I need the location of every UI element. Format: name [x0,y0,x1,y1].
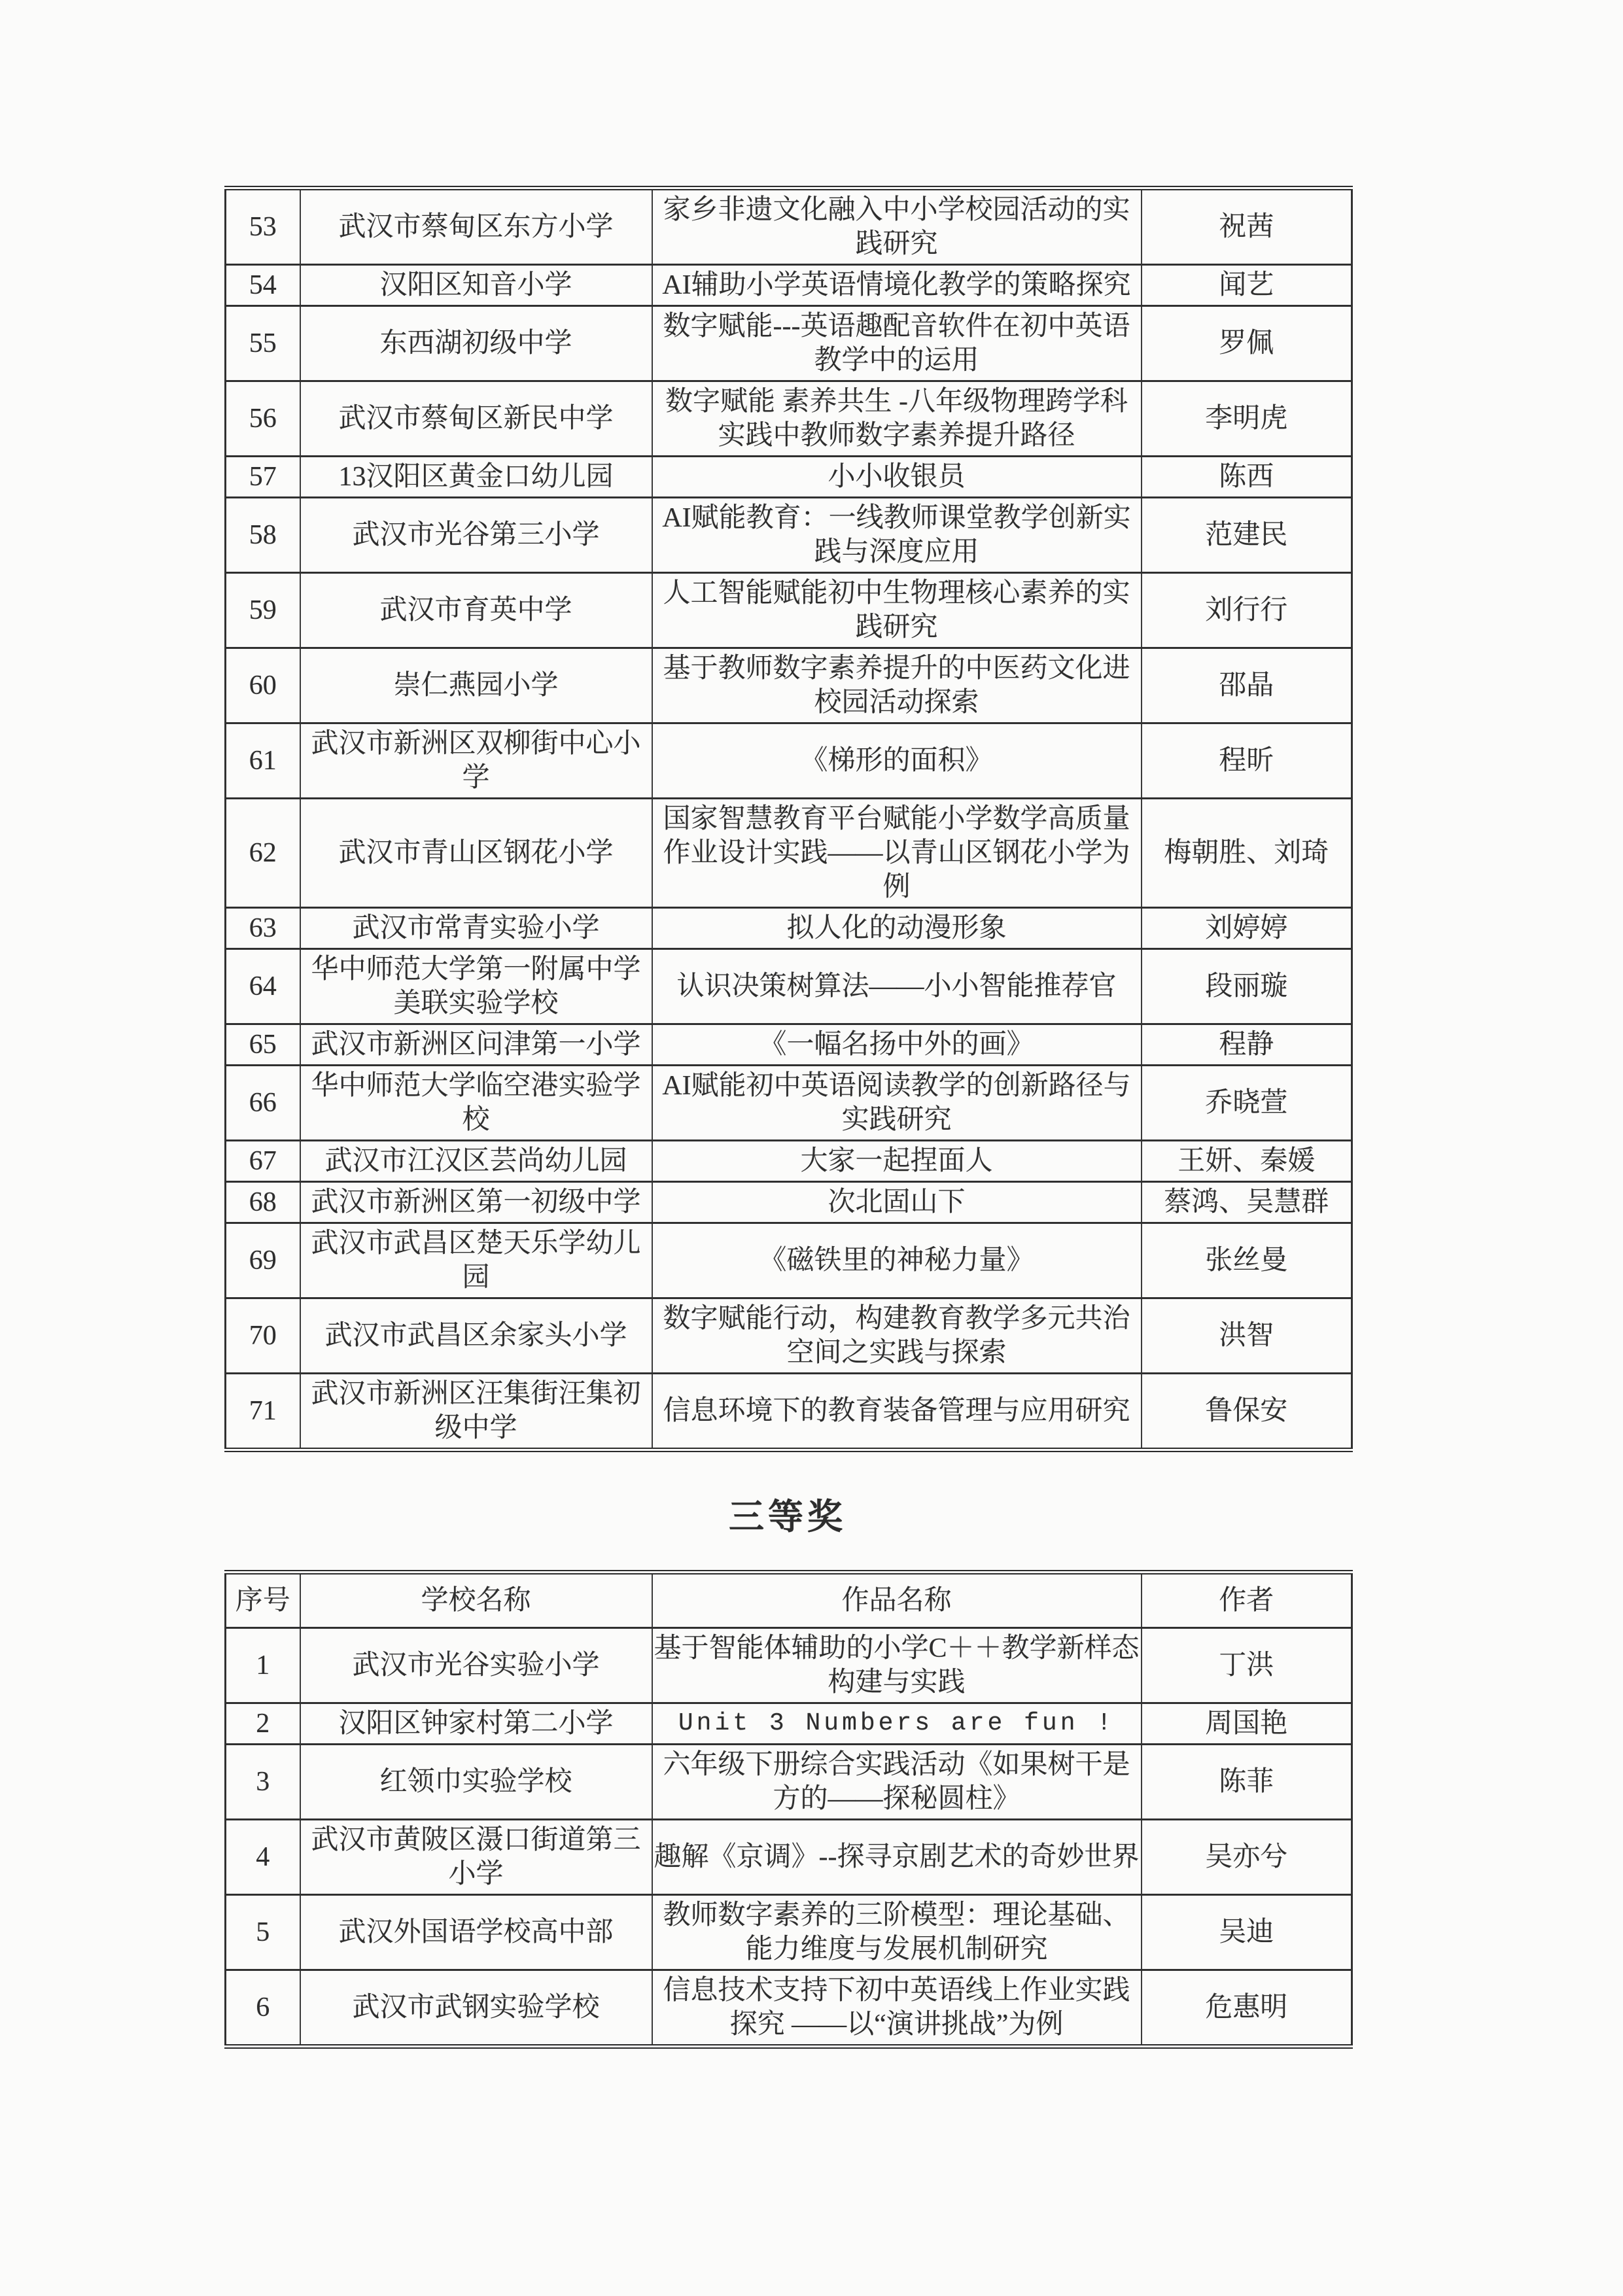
table-row [226,1703,1352,1744]
row-number-cell: 58 [226,498,300,573]
author-cell: 梅朝胜、刘琦 [1142,799,1352,908]
table-row [226,188,1352,265]
work-title-cell: 国家智慧教育平台赋能小学数学高质量作业设计实践——以青山区钢花小学为例 [652,799,1142,908]
school-name-cell: 武汉市新洲区双柳街中心小学 [300,723,652,799]
table-row [226,799,1352,908]
row-number-cell: 67 [226,1141,300,1182]
table-row [226,306,1352,381]
author-cell: 闻艺 [1142,265,1352,306]
author-cell: 陈菲 [1142,1744,1352,1819]
row-number-cell: 3 [226,1744,300,1819]
table-row [226,723,1352,799]
school-name-cell: 汉阳区知音小学 [300,265,652,306]
work-title-cell: 大家一起捏面人 [652,1141,1142,1182]
school-name-cell: 红领巾实验学校 [300,1744,652,1819]
work-title-cell: 人工智能赋能初中生物理核心素养的实践研究 [652,573,1142,648]
table-row [226,1024,1352,1066]
header-cell-no: 序号 [226,1572,300,1627]
school-name-cell: 武汉市青山区钢花小学 [300,799,652,908]
school-name-cell: 武汉市育英中学 [300,573,652,648]
author-cell: 程静 [1142,1024,1352,1066]
work-title-cell: 家乡非遗文化融入中小学校园活动的实践研究 [652,188,1142,265]
author-cell: 陈西 [1142,457,1352,498]
header-row [226,1572,1352,1627]
school-name-cell: 武汉市武昌区楚天乐学幼儿园 [300,1223,652,1298]
row-number-cell: 64 [226,949,300,1024]
school-name-cell: 武汉市武钢实验学校 [300,1970,652,2046]
row-number-cell: 57 [226,457,300,498]
row-number-cell: 68 [226,1182,300,1223]
third-prize-table-header [226,1572,1352,1627]
header-cell-work: 作品名称 [652,1572,1142,1627]
table-row [226,1744,1352,1819]
author-cell: 刘婷婷 [1142,908,1352,949]
work-title-cell: AI赋能初中英语阅读教学的创新路径与实践研究 [652,1066,1142,1141]
table-row [226,1182,1352,1223]
table-row [226,573,1352,648]
school-name-cell: 武汉市新洲区汪集街汪集初级中学 [300,1374,652,1450]
row-number-cell: 4 [226,1819,300,1894]
school-name-cell: 东西湖初级中学 [300,306,652,381]
author-cell: 张丝曼 [1142,1223,1352,1298]
work-title-cell: 《磁铁里的神秘力量》 [652,1223,1142,1298]
author-cell: 李明虎 [1142,381,1352,457]
row-number-cell: 60 [226,648,300,723]
work-title-cell: 认识决策树算法——小小智能推荐官 [652,949,1142,1024]
work-title-cell: 信息环境下的教育装备管理与应用研究 [652,1374,1142,1450]
work-title-cell: 次北固山下 [652,1182,1142,1223]
author-cell: 程昕 [1142,723,1352,799]
author-cell: 祝茜 [1142,188,1352,265]
table-row [226,265,1352,306]
row-number-cell: 70 [226,1298,300,1374]
row-number-cell: 53 [226,188,300,265]
author-cell: 刘行行 [1142,573,1352,648]
school-name-cell: 武汉市黄陂区滠口街道第三小学 [300,1819,652,1894]
table-row [226,457,1352,498]
school-name-cell: 13汉阳区黄金口幼儿园 [300,457,652,498]
author-cell: 罗佩 [1142,306,1352,381]
row-number-cell: 71 [226,1374,300,1450]
work-title-cell: 教师数字素养的三阶模型：理论基础、能力维度与发展机制研究 [652,1894,1142,1970]
work-title-cell: 小小收银员 [652,457,1142,498]
row-number-cell: 65 [226,1024,300,1066]
table-row [226,908,1352,949]
school-name-cell: 武汉市江汉区芸尚幼儿园 [300,1141,652,1182]
third-prize-table-body [226,1627,1352,2046]
table-row [226,648,1352,723]
author-cell: 蔡鸿、吴慧群 [1142,1182,1352,1223]
row-number-cell: 69 [226,1223,300,1298]
author-cell: 范建民 [1142,498,1352,573]
table-row [226,1970,1352,2046]
table-row [226,1141,1352,1182]
author-cell: 丁洪 [1142,1627,1352,1703]
third-prize-heading: 三等奖 [729,1497,846,1537]
row-number-cell: 54 [226,265,300,306]
table-row [226,1298,1352,1374]
school-name-cell: 武汉外国语学校高中部 [300,1894,652,1970]
row-number-cell: 63 [226,908,300,949]
table-row [226,1894,1352,1970]
school-name-cell: 武汉市常青实验小学 [300,908,652,949]
school-name-cell: 崇仁燕园小学 [300,648,652,723]
author-cell: 危惠明 [1142,1970,1352,2046]
author-cell: 洪智 [1142,1298,1352,1374]
table-row [226,1819,1352,1894]
author-cell: 周国艳 [1142,1703,1352,1744]
author-cell: 吴亦兮 [1142,1819,1352,1894]
table-row [226,1374,1352,1450]
work-title-cell: 趣解《京调》--探寻京剧艺术的奇妙世界 [652,1819,1142,1894]
work-title-cell: 数字赋能 素养共生 -八年级物理跨学科实践中教师数字素养提升路径 [652,381,1142,457]
row-number-cell: 61 [226,723,300,799]
row-number-cell: 6 [226,1970,300,2046]
row-number-cell: 1 [226,1627,300,1703]
table-row [226,1627,1352,1703]
school-name-cell: 汉阳区钟家村第二小学 [300,1703,652,1744]
school-name-cell: 武汉市新洲区第一初级中学 [300,1182,652,1223]
third-prize-table [224,1570,1353,2049]
header-cell-author: 作者 [1142,1572,1352,1627]
continued-table-body [226,188,1352,1450]
work-title-cell: 《梯形的面积》 [652,723,1142,799]
author-cell: 乔晓萱 [1142,1066,1352,1141]
work-title-cell: 基于教师数字素养提升的中医药文化进校园活动探索 [652,648,1142,723]
school-name-cell: 武汉市光谷第三小学 [300,498,652,573]
school-name-cell: 武汉市新洲区问津第一小学 [300,1024,652,1066]
row-number-cell: 2 [226,1703,300,1744]
row-number-cell: 56 [226,381,300,457]
work-title-cell: 六年级下册综合实践活动《如果树干是方的——探秘圆柱》 [652,1744,1142,1819]
author-cell: 邵晶 [1142,648,1352,723]
work-title-cell: Unit 3 Numbers are fun ! [652,1703,1142,1744]
table-row [226,498,1352,573]
work-title-cell: 数字赋能行动，构建教育教学多元共治空间之实践与探索 [652,1298,1142,1374]
school-name-cell: 武汉市蔡甸区新民中学 [300,381,652,457]
second-prize-table-continued [224,186,1353,1452]
work-title-cell: AI辅助小学英语情境化教学的策略探究 [652,265,1142,306]
header-cell-school: 学校名称 [300,1572,652,1627]
work-title-cell: 《一幅名扬中外的画》 [652,1024,1142,1066]
author-cell: 吴迪 [1142,1894,1352,1970]
work-title-cell: 基于智能体辅助的小学C＋＋教学新样态构建与实践 [652,1627,1142,1703]
school-name-cell: 武汉市光谷实验小学 [300,1627,652,1703]
school-name-cell: 武汉市武昌区余家头小学 [300,1298,652,1374]
school-name-cell: 华中师范大学第一附属中学美联实验学校 [300,949,652,1024]
row-number-cell: 5 [226,1894,300,1970]
author-cell: 王妍、秦媛 [1142,1141,1352,1182]
work-title-cell: 信息技术支持下初中英语线上作业实践探究 ——以“演讲挑战”为例 [652,1970,1142,2046]
author-cell: 鲁保安 [1142,1374,1352,1450]
table-row [226,1066,1352,1141]
row-number-cell: 55 [226,306,300,381]
school-name-cell: 华中师范大学临空港实验学校 [300,1066,652,1141]
document-content [224,186,1351,2049]
work-title-cell: 数字赋能---英语趣配音软件在初中英语教学中的运用 [652,306,1142,381]
author-cell: 段丽璇 [1142,949,1352,1024]
work-title-cell: 拟人化的动漫形象 [652,908,1142,949]
row-number-cell: 62 [226,799,300,908]
row-number-cell: 66 [226,1066,300,1141]
table-row [226,381,1352,457]
school-name-cell: 武汉市蔡甸区东方小学 [300,188,652,265]
work-title-cell: AI赋能教育：一线教师课堂教学创新实践与深度应用 [652,498,1142,573]
row-number-cell: 59 [226,573,300,648]
table-row [226,949,1352,1024]
table-row [226,1223,1352,1298]
